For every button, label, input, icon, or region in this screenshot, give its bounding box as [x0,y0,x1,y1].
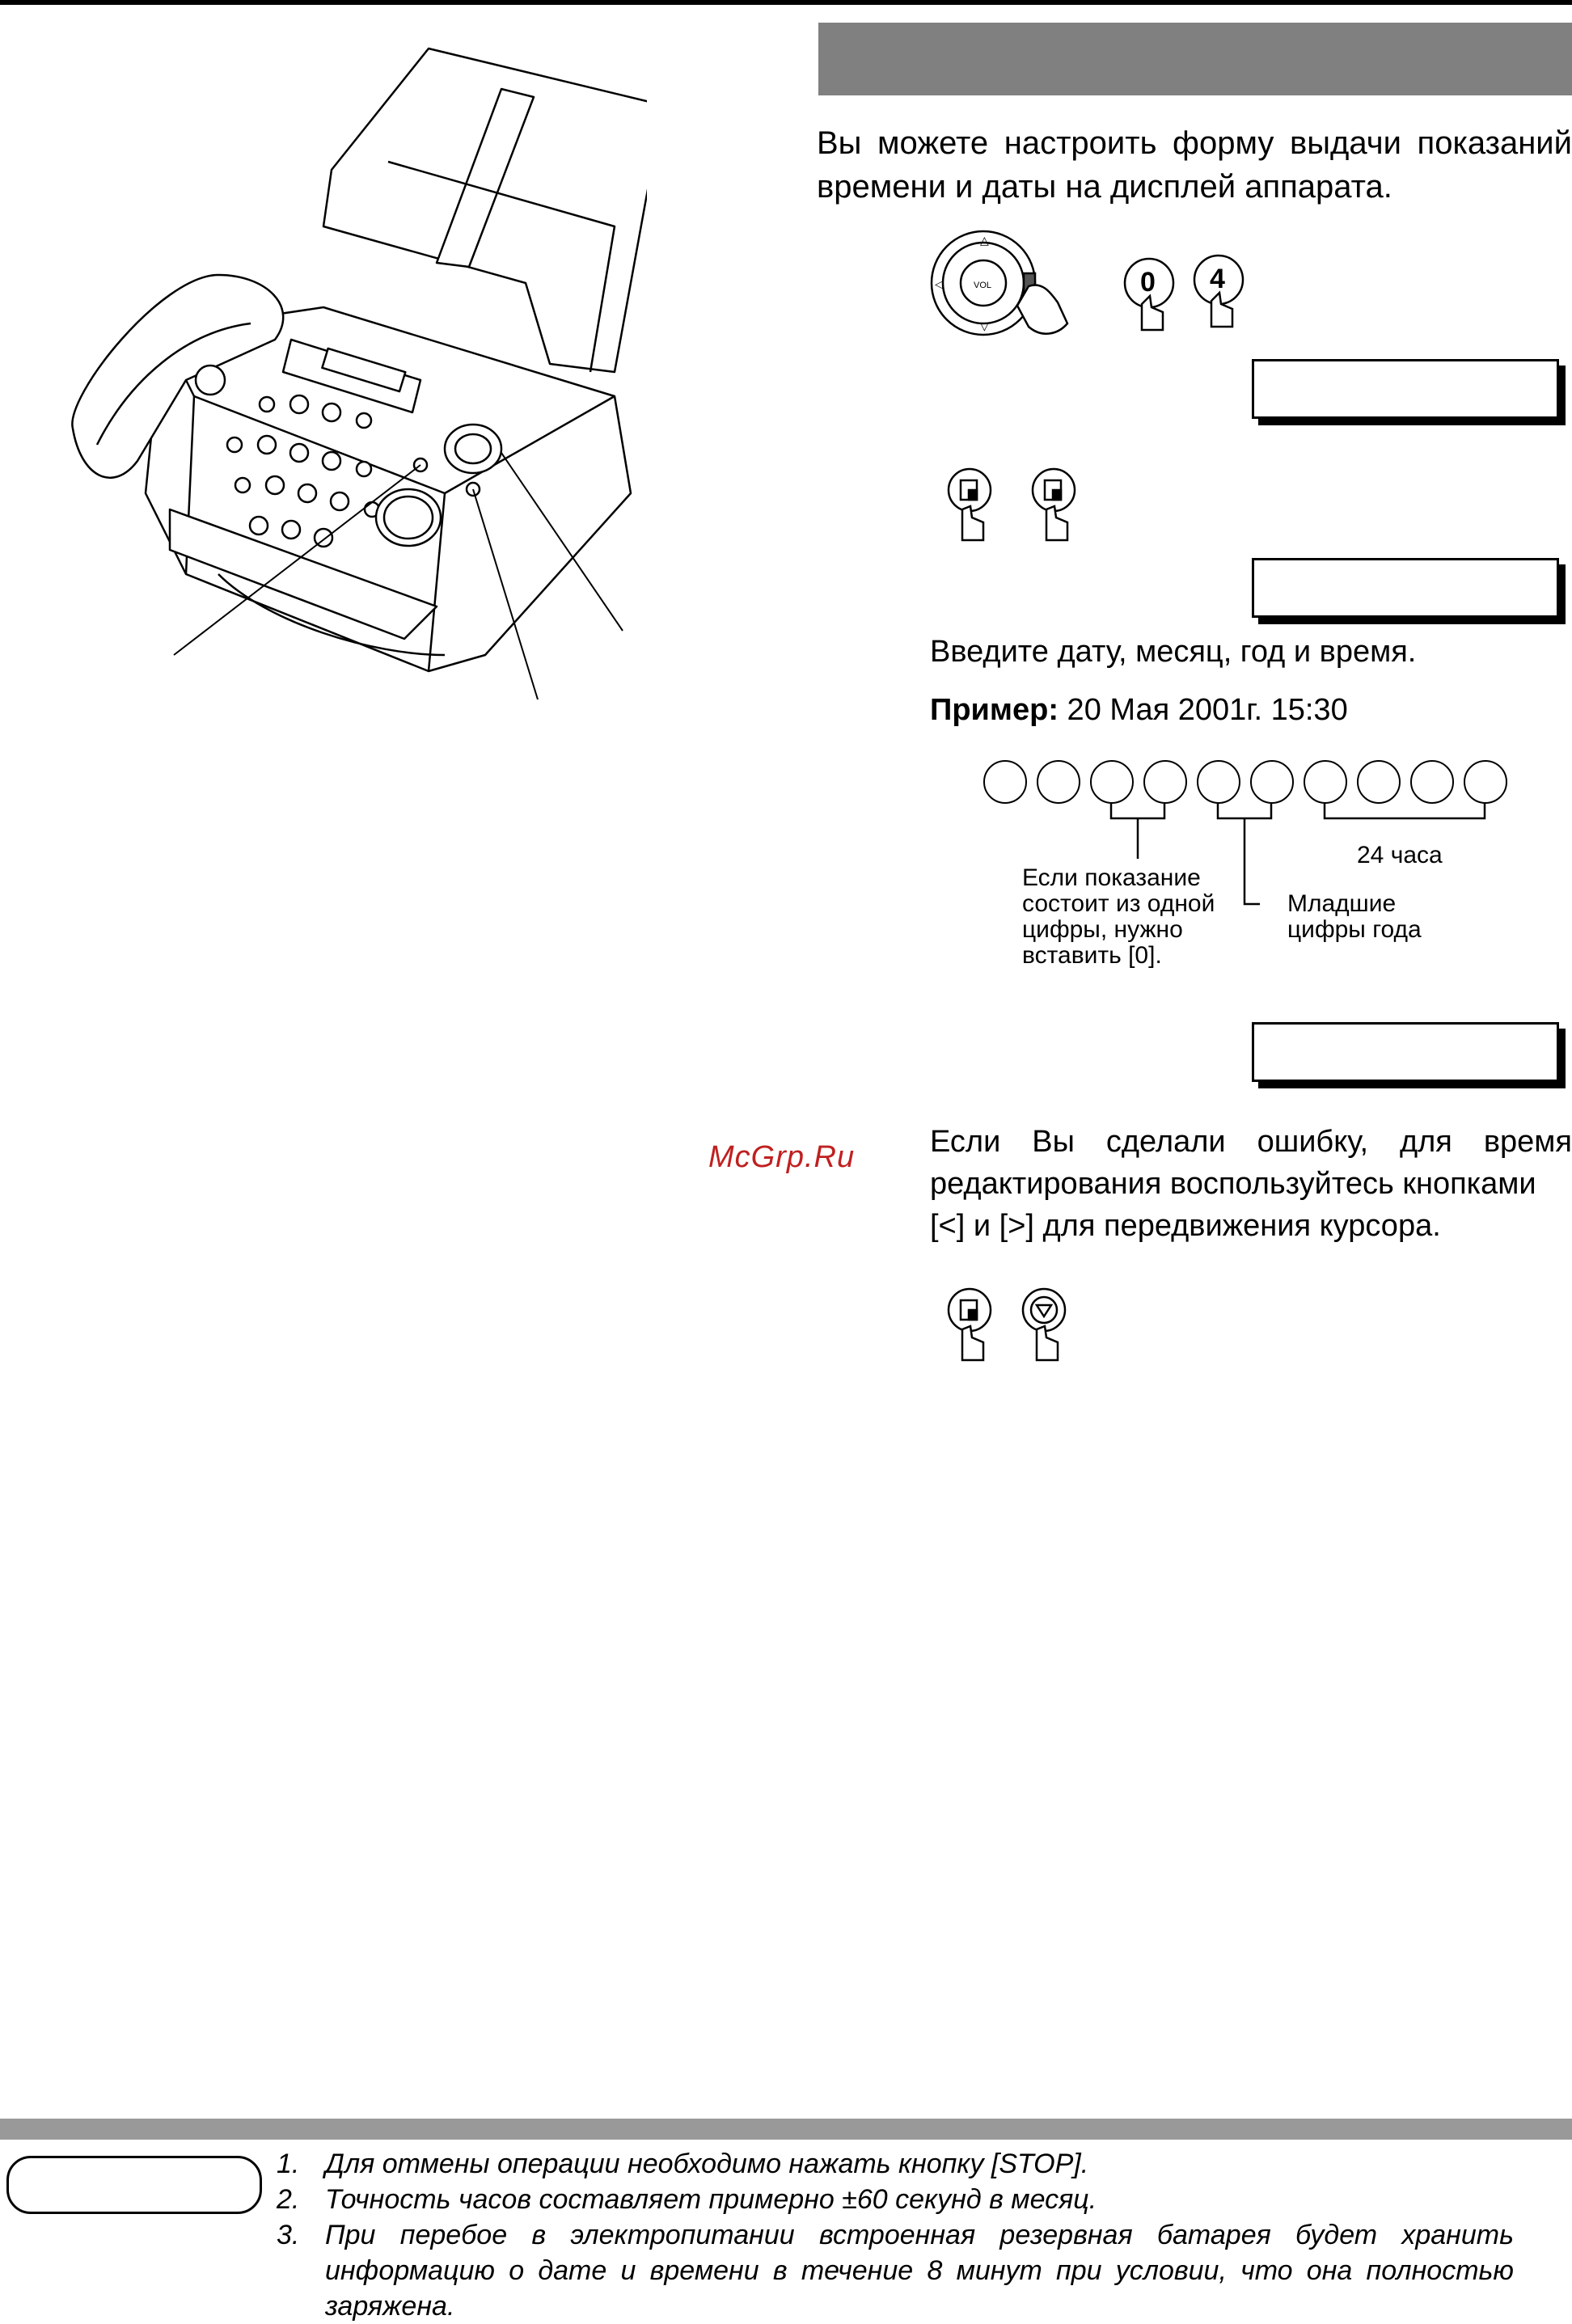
section-header-bar [818,23,1572,95]
fax-machine-illustration [65,40,647,712]
vol-label: VOL [974,281,992,290]
key-zero-button[interactable] [1121,256,1177,336]
note-single-digit: Если показание состоит из одной цифры, нужно вставить [0]. [1022,864,1215,969]
edit-instructions [930,1121,1572,1247]
set-button-icon[interactable] [941,466,998,547]
example-label: Пример: [930,693,1059,727]
top-rule [0,0,1572,5]
key-four-label: 4 [1210,264,1225,294]
edit-line-1: Если Вы сделали ошибку, для время [930,1125,1572,1159]
watermark: McGrp.Ru [708,1140,856,1174]
digit-entry-diagram [983,760,1517,987]
svg-text:◁: ◁ [935,277,944,290]
edit-line-3: [<] и [>] для передвижения курсора. [930,1209,1441,1243]
key-four-button[interactable] [1190,252,1247,333]
intro-line-1: Вы можете настроить форму выдачи показаний [817,125,1572,161]
display-panel-2 [1252,558,1559,618]
edit-line-2: редактирования воспользуйтесь кнопками [930,1167,1536,1201]
navigator-key-icon [928,228,1082,349]
example-value: 20 Мая 2001г. 15:30 [1059,693,1348,727]
enter-date-instruction: Введите дату, месяц, год и время. [930,635,1417,669]
notes-list [277,2146,1514,2324]
note-year-digits: Младшие цифры года [1287,890,1422,943]
footer-rule [0,2119,1572,2140]
stop-button-icon[interactable] [1016,1286,1072,1367]
key-zero-label: 0 [1140,267,1156,298]
example-line [930,689,1348,731]
set-button-icon[interactable] [1025,466,1082,547]
svg-text:△: △ [980,234,989,247]
note-item: 3. При перебое в электропитании встроенная резервная батарея будет хранить информацию о дате и времени в течение 8 минут при условии, что она полностью заряжена. [277,2220,1514,2322]
display-panel-3 [1252,1022,1559,1082]
note-item: 2. Точность часов составляет примерно ±60 секунд в месяц. [277,2184,1097,2215]
display-panel-1 [1252,359,1559,419]
notes-label-box [6,2156,262,2214]
intro-line-2: времени и даты на дисплей аппарата. [817,169,1392,205]
set-button-icon[interactable] [941,1286,998,1367]
note-24-hours: 24 часа [1357,842,1443,868]
intro-text [817,121,1572,209]
note-item: 1. Для отмены операции необходимо нажать кнопку [STOP]. [277,2149,1089,2179]
svg-text:▽: ▽ [980,319,989,332]
